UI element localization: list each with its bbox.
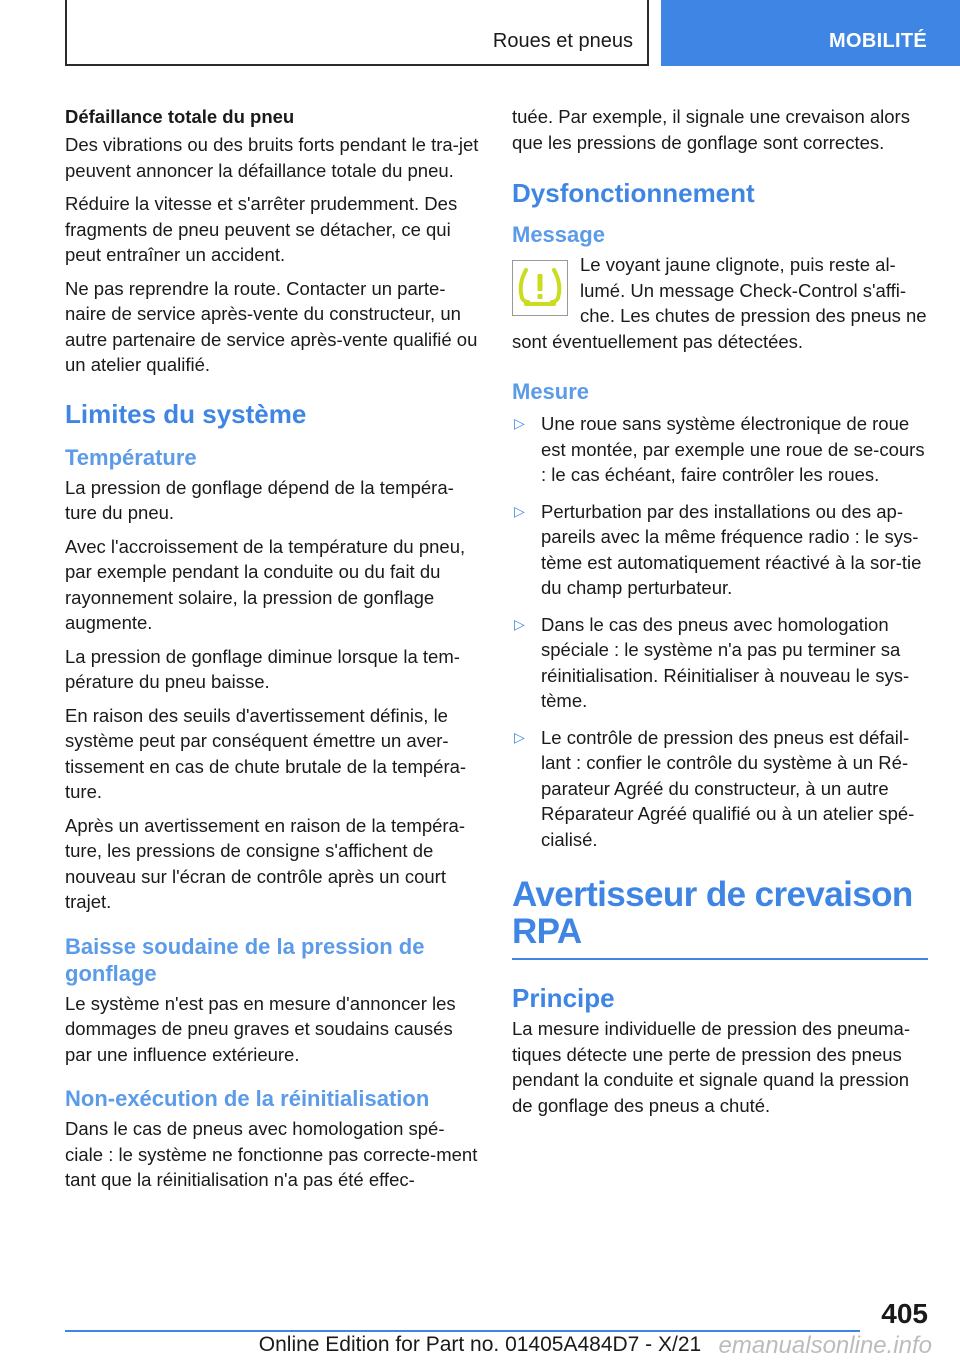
paragraph: Dans le cas de pneus avec homologation spé-ciale : le système ne fonctionne pas correcte-ment tant que la réinitialisation n'a pas été effec-: [65, 1118, 478, 1190]
heading-temperature: Température: [65, 444, 197, 470]
paragraph: Avec l'accroissement de la température du pneu, par exemple pendant la conduite ou du fait du rayonnement solaire, la pression de gonflage augmente.: [65, 535, 466, 633]
heading-principle: Principe: [512, 983, 615, 1013]
tpms-warning-icon: [512, 260, 568, 316]
heading-sudden-pressure-drop: Baisse soudaine de la pression de gonflage: [65, 933, 425, 986]
paragraph: Le système n'est pas en mesure d'annoncer les dommages de pneu graves et soudains causés par une influence extérieure.: [65, 992, 456, 1065]
triangle-right-icon: ▷: [514, 502, 525, 519]
list-item: ▷ Le contrôle de pression des pneus est défail-lant : confier le contrôle du système à un Ré-parateur Agréé du constructeur, à un autre Réparateur Agréé qualifié ou à un atelier spé-cialisé.: [514, 726, 915, 850]
paragraph: La pression de gonflage diminue lorsque la tem-pérature du pneu baisse.: [65, 645, 460, 692]
paragraph: Ne pas reprendre la route. Contacter un parte-naire de service après-vente du constructeur, un autre partenaire de service après-vente qualifié ou un atelier qualifié.: [65, 277, 478, 375]
heading-measure: Mesure: [512, 379, 590, 404]
header-left-box: [65, 0, 649, 66]
left-column: [65, 104, 480, 1201]
right-column: [512, 104, 928, 1126]
list-item: ▷ Perturbation par des installations ou des ap-pareils avec la même fréquence radio : le sys-tème est automatiquement réactivé à la sor-tie du champ perturbateur.: [514, 500, 922, 598]
paragraph: tuée. Par exemple, il signale une crevaison alors que les pressions de gonflage sont correctes.: [512, 106, 910, 153]
triangle-right-icon: ▷: [514, 728, 525, 745]
section-title: Roues et pneus: [492, 30, 633, 52]
paragraph: La pression de gonflage dépend de la tempéra-ture du pneu.: [65, 476, 454, 523]
header-chapter-tab: [661, 0, 960, 66]
chapter-title: MOBILITÉ: [829, 30, 927, 52]
paragraph: Réduire la vitesse et s'arrêter prudemment. Des fragments de pneu peuvent se détacher, ce qui peut entraîner un accident.: [65, 193, 458, 265]
subheading-tire-failure: Défaillance totale du pneu: [65, 106, 295, 127]
heading-reset-not-performed: Non-exécution de la réinitialisation: [65, 1086, 430, 1111]
triangle-right-icon: ▷: [514, 415, 525, 431]
paragraph-message: Le voyant jaune clignote, puis reste al-lumé. Un message Check-Control s'affi-che. Les chutes de pression des pneus ne sont éventuellement pas détectées.: [512, 254, 927, 352]
measure-list: [512, 411, 928, 852]
footer-edition: Online Edition for Part no. 01405A484D7 - X/21: [258, 1333, 702, 1356]
watermark: emanualsonline.info: [718, 1332, 932, 1359]
paragraph: La mesure individuelle de pression des pneuma-tiques détecte une perte de pression des pneus pendant la conduite et signale quand la pression de gonflage des pneus a chuté.: [512, 1018, 910, 1116]
heading-system-limits: Limites du système: [65, 398, 307, 429]
list-item: ▷ Une roue sans système électronique de roue est montée, par exemple une roue de se-cours : le cas échéant, faire contrôler les roues.: [514, 413, 925, 485]
heading-divider: [512, 958, 928, 960]
paragraph: Des vibrations ou des bruits forts pendant le tra-jet peuvent annoncer la défaillance totale du pneu.: [65, 134, 479, 181]
page-number: 405: [881, 1298, 928, 1329]
paragraph: En raison des seuils d'avertissement définis, le système peut par conséquent émettre un aver-tissement en cas de chute brutale de la tempéra-ture.: [65, 704, 467, 802]
paragraph: Après un avertissement en raison de la tempéra-ture, les pressions de consigne s'affichent de nouveau sur l'écran de contrôle après un court trajet.: [65, 814, 466, 912]
message-block: [512, 252, 928, 354]
heading-flat-tire-monitor-rpa: Avertisseur de crevaison RPA: [512, 875, 913, 951]
tpms-warning-icon-graphic: [516, 266, 564, 310]
heading-message: Message: [512, 222, 605, 247]
triangle-right-icon: ▷: [514, 615, 525, 632]
list-item: ▷ Dans le cas des pneus avec homologation spéciale : le système n'a pas pu terminer sa réinitialisation. Réinitialiser à nouveau le sys-tème.: [514, 613, 910, 711]
heading-malfunction: Dysfonctionnement: [512, 178, 755, 208]
